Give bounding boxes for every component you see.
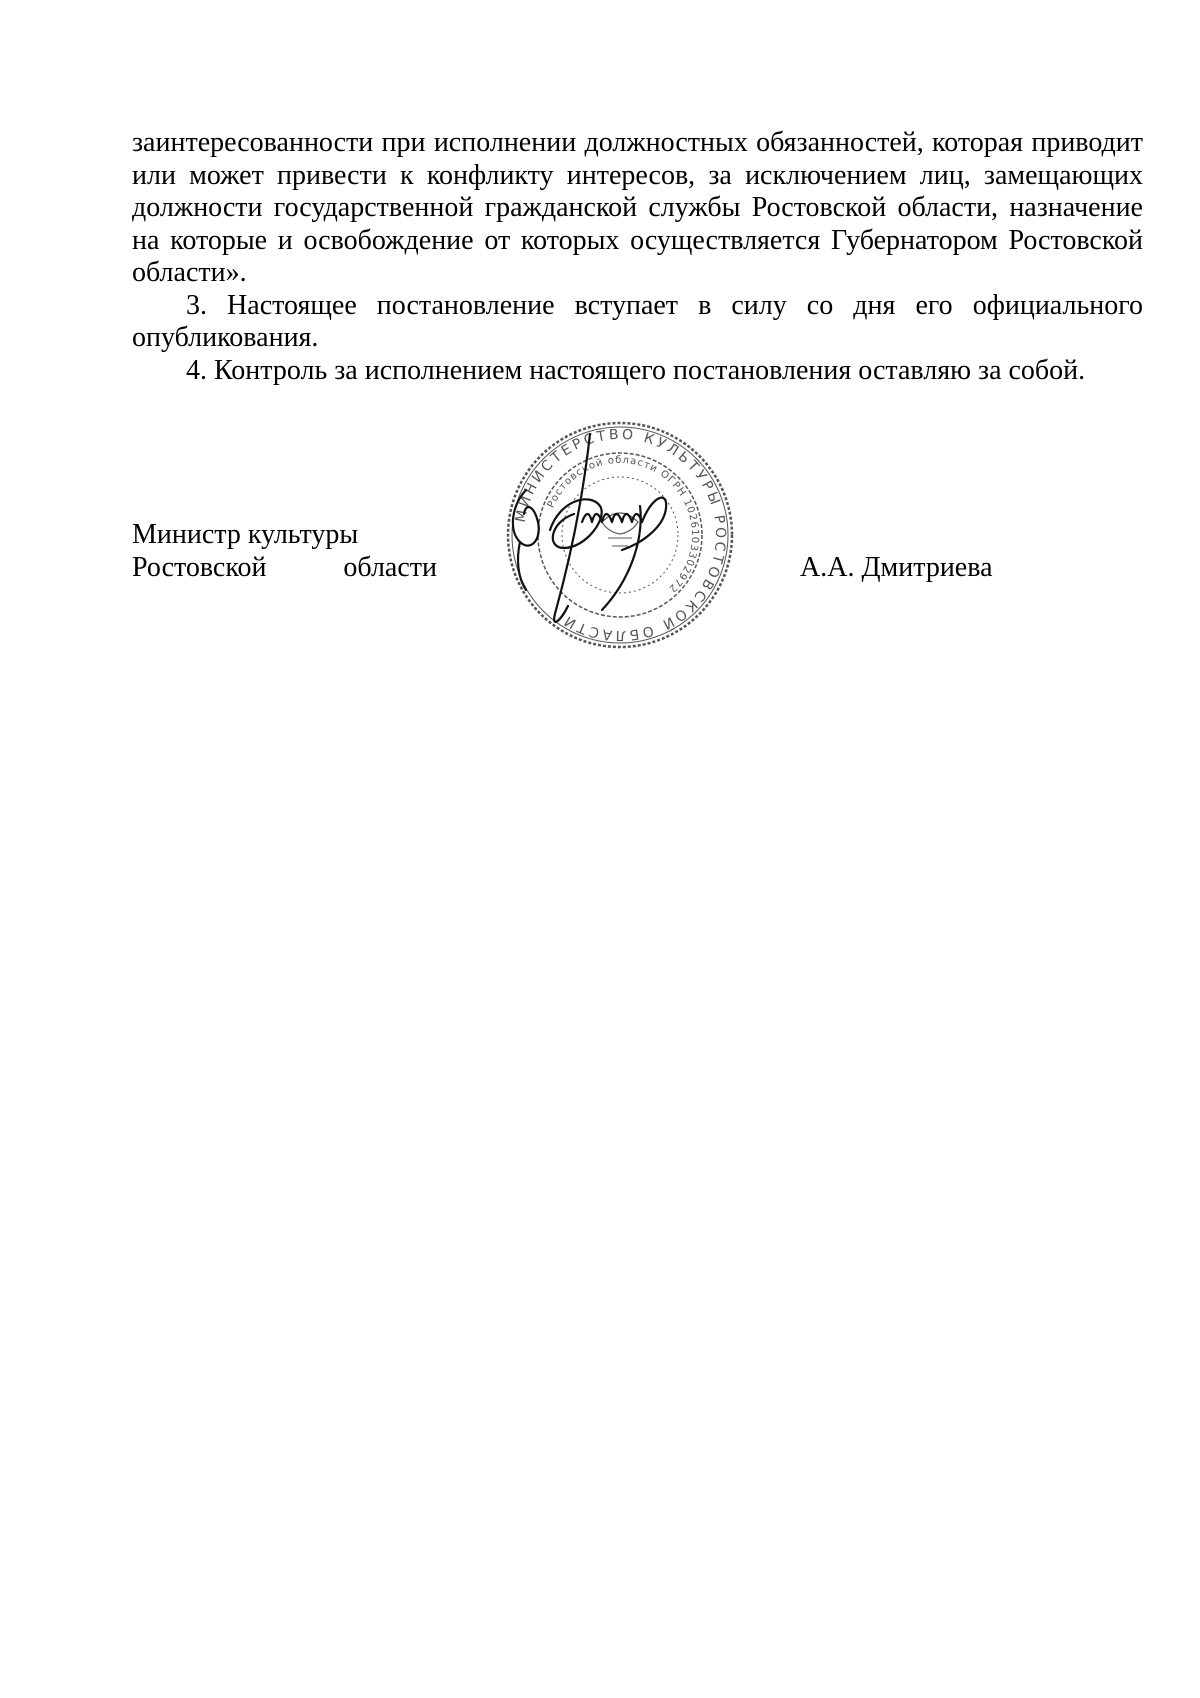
signatory-title (132, 519, 437, 584)
svg-text:Ростовской области ОГРН 102610 (546, 455, 700, 595)
signatory-name: А.А. Дмитриева (800, 551, 993, 583)
seal-outer-text: МИНИСТЕРСТВО КУЛЬТУРЫ РОСТОВСКОЙ ОБЛАСТИ (512, 426, 729, 644)
seal-stamp-icon (490, 410, 750, 660)
official-seal-with-signature (490, 410, 750, 660)
document-body (132, 127, 1143, 387)
paragraph-item-3: 3. Настоящее постановление вступает в силу со дня его официального опубликования. (132, 289, 1143, 353)
signatory-title-line-2: Ростовской области (132, 551, 437, 583)
seal-inner-text: Ростовской области ОГРН 1026103302972 (545, 454, 701, 595)
signatory-title-line-1: Министр культуры (132, 519, 359, 550)
paragraph-item-4: 4. Контроль за исполнением настоящего постановления оставляю за собой. (186, 354, 1086, 386)
paragraph-continuation: заинтересованности при исполнении должностных обязанностей, которая приводит или может привести к конфликту интересов, за исключением лиц, замещающих должности государственной гражданской службы Ростовской области, назначение на которые и освобождение от которых осуществляется Губернатором Ростовской области». (132, 127, 1143, 288)
